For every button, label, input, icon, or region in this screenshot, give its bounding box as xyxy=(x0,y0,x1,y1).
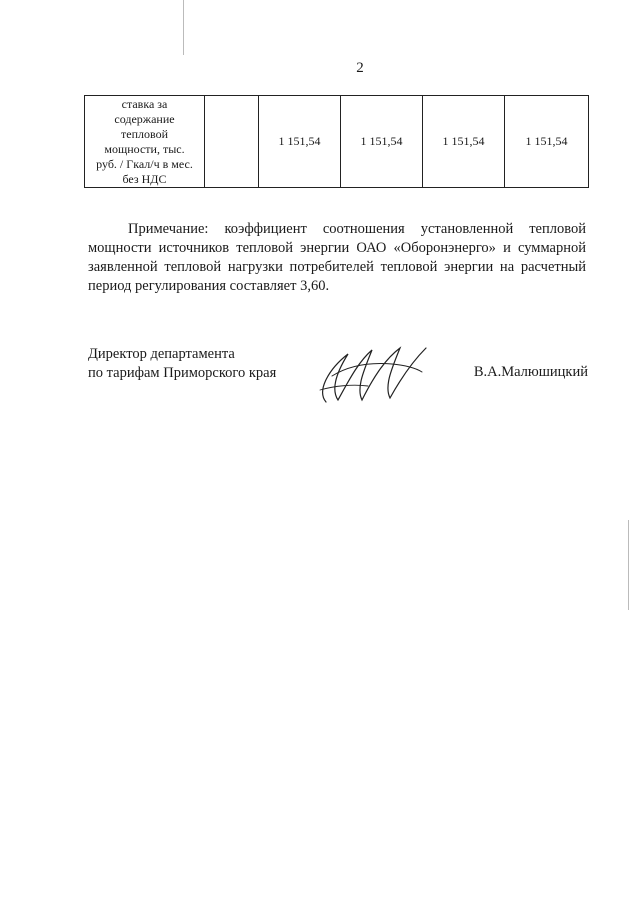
table-cell-value: 1 151,54 xyxy=(423,96,505,188)
table-cell-value: 1 151,54 xyxy=(505,96,589,188)
table-row xyxy=(85,96,589,188)
table-cell-label xyxy=(85,96,205,188)
label-line: без НДС xyxy=(122,171,167,186)
page-number: 2 xyxy=(356,60,364,76)
table-cell-value: 1 151,54 xyxy=(259,96,341,188)
table-cell-value: 1 151,54 xyxy=(341,96,423,188)
signatory-name: В.А.Малюшицкий xyxy=(473,364,588,380)
table-cell-empty xyxy=(205,96,259,188)
scan-artifact-line xyxy=(183,0,184,55)
note-paragraph: Примечание: коэффициент соотношения установленной тепловой мощности источников тепловой энергии ОАО «Оборонэнерго» и суммарной заявленной тепловой нагрузки потребителей тепловой энергии на расчетный период регулирования составляет 3,60. xyxy=(88,221,586,294)
label-line: ставка за xyxy=(121,96,168,111)
tariff-table xyxy=(84,95,589,188)
scan-artifact-line xyxy=(628,520,629,610)
label-line: мощности, тыс. xyxy=(104,141,185,156)
signatory-title-line: по тарифам Приморского края xyxy=(88,365,277,381)
handwritten-signature xyxy=(308,340,438,410)
signatory-title xyxy=(88,345,276,383)
label-line: руб. / Гкал/ч в мес. xyxy=(96,156,193,171)
label-line: тепловой xyxy=(121,126,168,141)
label-line: содержание xyxy=(114,111,175,126)
signatory-title-line: Директор департамента xyxy=(88,346,235,362)
